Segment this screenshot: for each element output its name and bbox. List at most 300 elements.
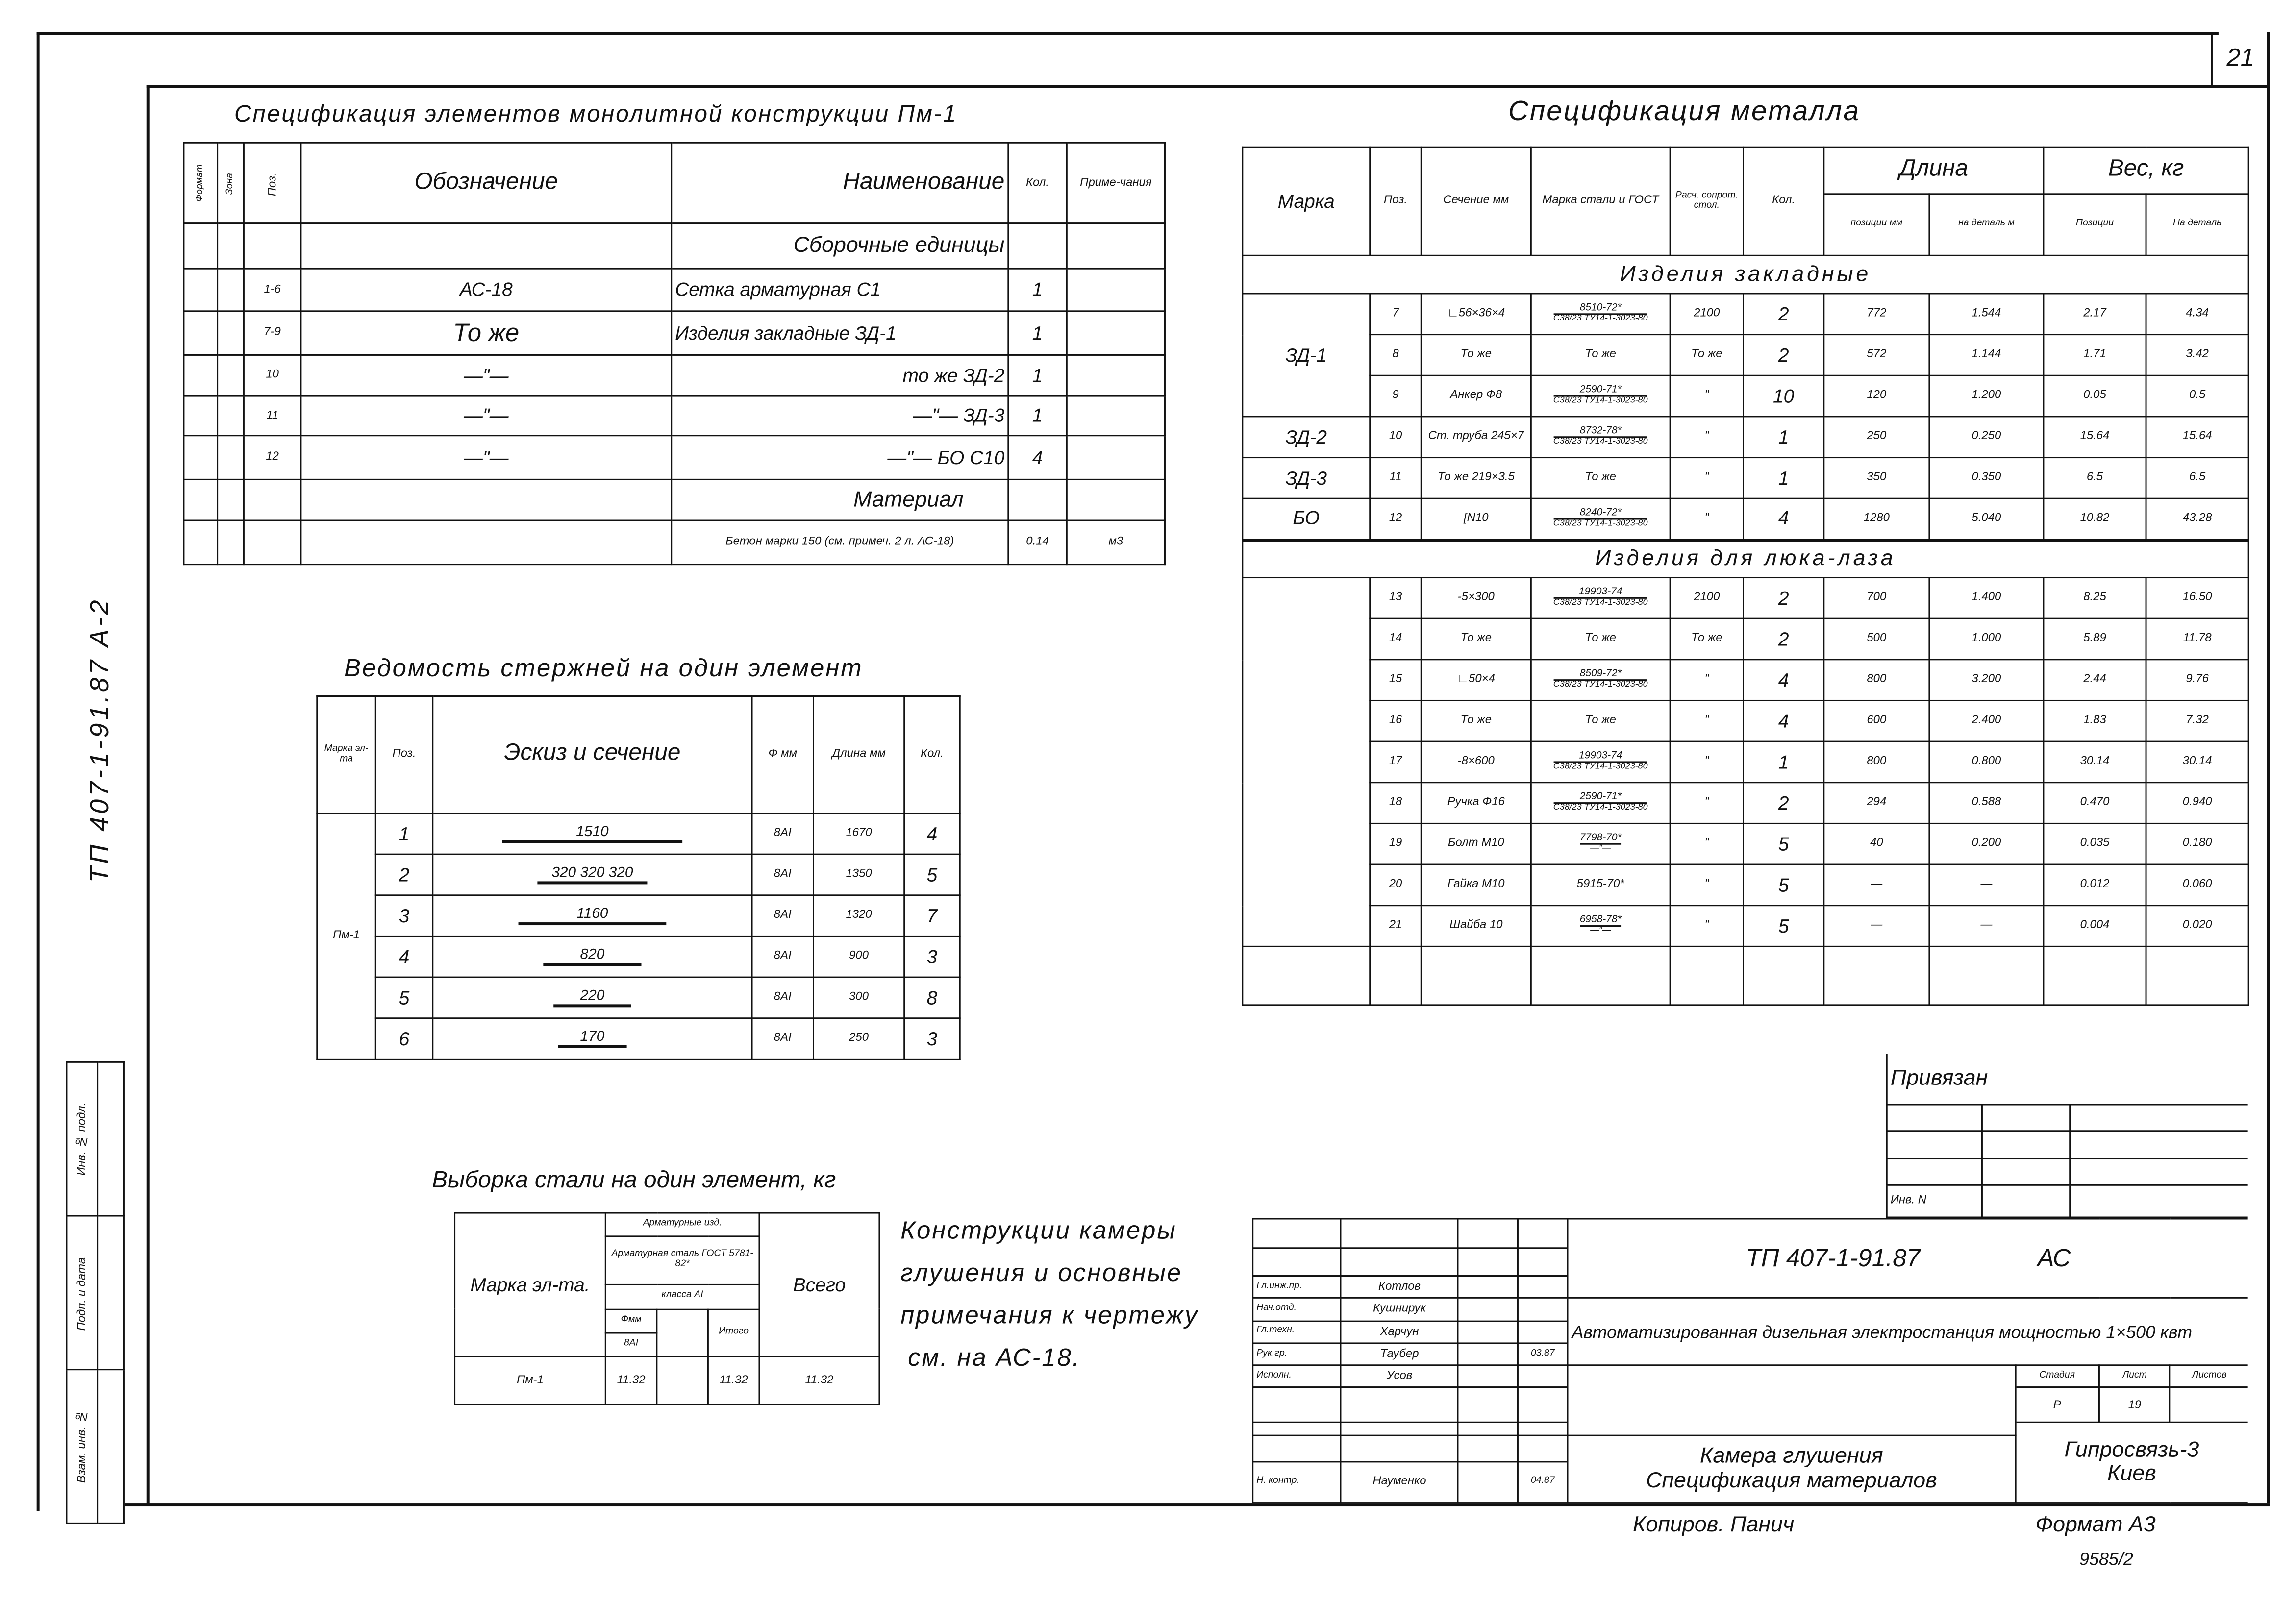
section: -5×300	[1421, 578, 1531, 619]
ld: 1.544	[1929, 294, 2044, 335]
calc: "	[1670, 458, 1743, 499]
ld: 1.200	[1929, 375, 2044, 417]
binding-inv: Инв. N	[1887, 1185, 1982, 1217]
table-row	[317, 936, 960, 977]
h-calc: Расч. сопрот. стол.	[1670, 147, 1743, 255]
h-w-pos: Позиции	[2044, 194, 2146, 255]
pos: 10	[1370, 417, 1422, 458]
cell: 5	[904, 854, 960, 895]
qty: 4	[1743, 660, 1823, 701]
qty: 5	[1743, 864, 1823, 906]
wd: 11.78	[2146, 618, 2248, 660]
page-number: 21	[2211, 32, 2269, 85]
cell: 7	[904, 895, 960, 937]
table-row	[1243, 618, 2248, 660]
wd: 3.42	[2146, 335, 2248, 376]
cell: 250	[814, 1018, 904, 1060]
calc: "	[1670, 741, 1743, 783]
gost: $\frac{8509-72*}{С38/23 ТУ14-1-3023-80}$	[1531, 660, 1670, 701]
section-assemblies: Сборочные единицы	[672, 223, 1008, 269]
person: Науменко	[1341, 1461, 1459, 1503]
person: Котлов	[1341, 1276, 1459, 1299]
calc: "	[1670, 417, 1743, 458]
ld: 1.400	[1929, 578, 2044, 619]
lp: 600	[1824, 700, 1929, 741]
selection-title: Выборка стали на один элемент, кг	[432, 1168, 836, 1193]
table-row	[1243, 578, 2248, 619]
rod-sketch: 1510	[433, 813, 752, 855]
lp: —	[1824, 864, 1929, 906]
cell: 11.32	[605, 1357, 657, 1405]
wd: 15.64	[2146, 417, 2248, 458]
calc: 2100	[1670, 578, 1743, 619]
section: ∟56×36×4	[1421, 294, 1531, 335]
cell: 1	[1008, 269, 1067, 311]
table-row	[1243, 375, 2248, 417]
section-hatch: Изделия для люка-лаза	[1243, 540, 2248, 578]
calc: То же	[1670, 335, 1743, 376]
h-len-pos: позиции мм	[1824, 194, 1929, 255]
cell: —"— БО С10	[672, 436, 1008, 480]
section: Болт М10	[1421, 823, 1531, 864]
rod-sketch: 220	[433, 977, 752, 1018]
table-row	[1243, 498, 2248, 540]
metal-title: Спецификация металла	[1508, 97, 1861, 127]
element-mark: Пм-1	[317, 813, 375, 1060]
cell: 8АI	[752, 854, 813, 895]
gost: $\frac{8510-72*}{С38/23 ТУ14-1-3023-80}$	[1531, 294, 1670, 335]
h-qty: Кол.	[1743, 147, 1823, 255]
gost: $\frac{2590-71*}{С38/23 ТУ14-1-3023-80}$	[1531, 375, 1670, 417]
h-sheet: Лист	[2099, 1365, 2170, 1388]
metal-table	[1242, 147, 2249, 1006]
calc: "	[1670, 906, 1743, 947]
h-notes: Приме-чания	[1067, 143, 1165, 223]
section-embedded: Изделия закладные	[1243, 255, 2248, 294]
pos: 19	[1370, 823, 1422, 864]
cell: 1670	[814, 813, 904, 855]
cell: 1	[1008, 311, 1067, 355]
qty: 1	[1743, 741, 1823, 783]
sheet-code: АС	[2037, 1244, 2071, 1272]
drawing-title: Камера глушения Спецификация материалов	[1568, 1436, 2015, 1503]
rods-title: Ведомость стержней на один элемент	[344, 654, 863, 683]
h-pos: Поз.	[375, 696, 433, 813]
h-dia-val: 8АI	[605, 1333, 657, 1357]
ld: —	[1929, 906, 2044, 947]
table-row	[317, 895, 960, 937]
qty: 4	[1743, 700, 1823, 741]
cell: 0.14	[1008, 520, 1067, 565]
gost: $\frac{8732-78*}{С38/23 ТУ14-1-3023-80}$	[1531, 417, 1670, 458]
calc: "	[1670, 375, 1743, 417]
binding-table	[1886, 1054, 2248, 1218]
gost: То же	[1531, 700, 1670, 741]
cell: 4	[1008, 436, 1067, 480]
section-material: Материал	[672, 479, 1008, 520]
calc: "	[1670, 498, 1743, 540]
section: [N10	[1421, 498, 1531, 540]
wp: 5.89	[2044, 618, 2146, 660]
cell: 1320	[814, 895, 904, 937]
stamp-sign: Подп. и дата	[67, 1216, 98, 1370]
copied-by: Копиров. Панич	[1632, 1512, 1795, 1537]
cell: 1-6	[244, 269, 301, 311]
h-dia: Ф мм	[752, 696, 813, 813]
h-group: Арматурные изд.	[605, 1213, 759, 1237]
cell: 2	[375, 854, 433, 895]
cell: 8АI	[752, 1018, 813, 1060]
ld: —	[1929, 864, 2044, 906]
wp: 0.470	[2044, 783, 2146, 824]
frame-inner-left	[147, 85, 149, 1505]
wd: 30.14	[2146, 741, 2248, 783]
qty: 5	[1743, 823, 1823, 864]
stamp-inv: Инв. № подл.	[67, 1062, 98, 1216]
table-row	[184, 520, 1165, 565]
cell: 4	[904, 813, 960, 855]
table-row	[317, 977, 960, 1018]
ld: 0.800	[1929, 741, 2044, 783]
role: Гл.инж.пр.	[1253, 1276, 1341, 1299]
pos: 16	[1370, 700, 1422, 741]
qty: 2	[1743, 783, 1823, 824]
lp: 1280	[1824, 498, 1929, 540]
sheet: 19	[2099, 1388, 2170, 1423]
h-sketch: Эскиз и сечение	[433, 696, 752, 813]
table-row	[1243, 660, 2248, 701]
person: Таубер	[1341, 1343, 1459, 1366]
lp: 700	[1824, 578, 1929, 619]
cell: 6	[375, 1018, 433, 1060]
org: Гипросвязь-3 Киев	[2015, 1423, 2248, 1503]
ld: 0.350	[1929, 458, 2044, 499]
table-row	[317, 813, 960, 855]
section: -8×600	[1421, 741, 1531, 783]
cell: 8	[904, 977, 960, 1018]
wp: 1.83	[2044, 700, 2146, 741]
h-stage: Стадия	[2015, 1365, 2099, 1388]
table-row	[184, 311, 1165, 355]
h-format: Формат	[184, 143, 218, 223]
wd: 43.28	[2146, 498, 2248, 540]
qty: 4	[1743, 498, 1823, 540]
table-row	[317, 1018, 960, 1060]
person: Усов	[1341, 1365, 1459, 1388]
cell: 3	[904, 1018, 960, 1060]
pos: 7	[1370, 294, 1422, 335]
h-pos: Поз.	[244, 143, 301, 223]
table-row	[455, 1357, 879, 1405]
qty: 10	[1743, 375, 1823, 417]
calc: "	[1670, 700, 1743, 741]
frame-inner-top	[147, 85, 2270, 87]
frame-left	[37, 32, 39, 1511]
lp: —	[1824, 906, 1929, 947]
table-row	[1243, 906, 2248, 947]
h-pos: Поз.	[1370, 147, 1422, 255]
table-row	[1243, 294, 2248, 335]
archive-number: 9585/2	[2079, 1549, 2133, 1570]
section: ∟50×4	[1421, 660, 1531, 701]
note-text: Конструкции камеры глушения и основные примечания к чертежу см. на АС-18.	[900, 1216, 1199, 1372]
rod-sketch: 320 320 320	[433, 854, 752, 895]
h-zone: Зона	[218, 143, 244, 223]
calc: "	[1670, 783, 1743, 824]
lp: 294	[1824, 783, 1929, 824]
wp: 10.82	[2044, 498, 2146, 540]
h-total: Всего	[759, 1213, 879, 1357]
qty: 2	[1743, 618, 1823, 660]
qty: 5	[1743, 906, 1823, 947]
cell: 8АI	[752, 813, 813, 855]
binding-title: Привязан	[1887, 1054, 2247, 1104]
h-designation: Обозначение	[301, 143, 672, 223]
calc: "	[1670, 660, 1743, 701]
wp: 30.14	[2044, 741, 2146, 783]
wp: 2.44	[2044, 660, 2146, 701]
table-row	[1243, 823, 2248, 864]
pos: 13	[1370, 578, 1422, 619]
ld: 3.200	[1929, 660, 2044, 701]
table-row	[1243, 417, 2248, 458]
h-qty: Кол.	[904, 696, 960, 813]
table-row	[1243, 783, 2248, 824]
cell: 5	[375, 977, 433, 1018]
pos: 12	[1370, 498, 1422, 540]
wd: 16.50	[2146, 578, 2248, 619]
cell: —"— ЗД-3	[672, 396, 1008, 436]
gost: $\frac{6958-78*}{—"—}$	[1531, 906, 1670, 947]
section: То же	[1421, 700, 1531, 741]
frame-bottom	[125, 1503, 2270, 1505]
lp: 800	[1824, 741, 1929, 783]
cell: 8АI	[752, 895, 813, 937]
cell: 11.32	[759, 1357, 879, 1405]
calc: "	[1670, 823, 1743, 864]
ld: 1.000	[1929, 618, 2044, 660]
lp: 40	[1824, 823, 1929, 864]
cell: 3	[904, 936, 960, 977]
wp: 0.05	[2044, 375, 2146, 417]
table-row	[184, 269, 1165, 311]
lp: 500	[1824, 618, 1929, 660]
pos: 21	[1370, 906, 1422, 947]
cell: 1	[1008, 355, 1067, 396]
wd: 0.940	[2146, 783, 2248, 824]
pos: 17	[1370, 741, 1422, 783]
h-length: Длина	[1824, 147, 2044, 194]
gost: То же	[1531, 458, 1670, 499]
wd: 4.34	[2146, 294, 2248, 335]
cell: 7-9	[244, 311, 301, 355]
ld: 0.250	[1929, 417, 2044, 458]
cell: Бетон марки 150 (см. примеч. 2 л. АС-18)	[672, 520, 1008, 565]
h-section: Сечение мм	[1421, 147, 1531, 255]
wp: 1.71	[2044, 335, 2146, 376]
mark: ЗД-2	[1243, 417, 1370, 458]
table-row	[1243, 458, 2248, 499]
pos: 14	[1370, 618, 1422, 660]
rod-sketch: 820	[433, 936, 752, 977]
table-row	[1243, 700, 2248, 741]
gost: $\frac{19903-74}{С38/23 ТУ14-1-3023-80}$	[1531, 741, 1670, 783]
qty: 2	[1743, 578, 1823, 619]
project-name: Автоматизированная дизельная электростанция мощностью 1×500 квт	[1568, 1299, 2248, 1366]
wp: 0.004	[2044, 906, 2146, 947]
gost: $\frac{2590-71*}{С38/23 ТУ14-1-3023-80}$	[1531, 783, 1670, 824]
gost: $\frac{8240-72*}{С38/23 ТУ14-1-3023-80}$	[1531, 498, 1670, 540]
person: Харчун	[1341, 1321, 1459, 1343]
rods-table	[316, 695, 960, 1060]
wd: 0.180	[2146, 823, 2248, 864]
cell: 300	[814, 977, 904, 1018]
wp: 2.17	[2044, 294, 2146, 335]
role: Исполн.	[1253, 1365, 1341, 1388]
h-name: Наименование	[672, 143, 1008, 223]
cell: 11	[244, 396, 301, 436]
wd: 0.020	[2146, 906, 2248, 947]
cell: Сетка арматурная С1	[672, 269, 1008, 311]
cell: —"—	[301, 355, 672, 396]
pos: 18	[1370, 783, 1422, 824]
pos: 20	[1370, 864, 1422, 906]
ld: 0.588	[1929, 783, 2044, 824]
role: Гл.техн.	[1253, 1321, 1341, 1343]
cell: 1	[375, 813, 433, 855]
h-sheets: Листов	[2170, 1365, 2248, 1388]
wd: 7.32	[2146, 700, 2248, 741]
section: Анкер Ф8	[1421, 375, 1531, 417]
spec-table	[183, 142, 1166, 565]
cell: 900	[814, 936, 904, 977]
role: Нач.отд.	[1253, 1299, 1341, 1321]
stamp-replace: Взам. инв. №	[67, 1370, 98, 1524]
cell: То же	[301, 311, 672, 355]
cell: Пм-1	[455, 1357, 606, 1405]
wd: 0.5	[2146, 375, 2248, 417]
lp: 572	[1824, 335, 1929, 376]
cell: 8АI	[752, 977, 813, 1018]
cell: 1	[1008, 396, 1067, 436]
h-weight: Вес, кг	[2044, 147, 2248, 194]
wp: 0.035	[2044, 823, 2146, 864]
qty: 1	[1743, 417, 1823, 458]
section: То же 219×3.5	[1421, 458, 1531, 499]
table-row	[1243, 864, 2248, 906]
cell: м3	[1067, 520, 1165, 565]
lp: 772	[1824, 294, 1929, 335]
section: То же	[1421, 335, 1531, 376]
h-steel: Марка стали и ГОСТ	[1531, 147, 1670, 255]
lp: 120	[1824, 375, 1929, 417]
cell: 8АI	[752, 936, 813, 977]
h-qty: Кол.	[1008, 143, 1067, 223]
gost: То же	[1531, 618, 1670, 660]
section: Ст. труба 245×7	[1421, 417, 1531, 458]
section: Гайка М10	[1421, 864, 1531, 906]
ld: 5.040	[1929, 498, 2044, 540]
frame-top	[37, 32, 2219, 34]
pos: 11	[1370, 458, 1422, 499]
section: Шайба 10	[1421, 906, 1531, 947]
table-row	[184, 396, 1165, 436]
approval-stamp	[66, 1061, 124, 1524]
qty: 1	[1743, 458, 1823, 499]
h-steel: Арматурная сталь ГОСТ 5781-82*	[605, 1237, 759, 1285]
stage: Р	[2015, 1388, 2099, 1423]
calc: 2100	[1670, 294, 1743, 335]
pos: 9	[1370, 375, 1422, 417]
spec-title: Спецификация элементов монолитной конструкции Пм-1	[234, 102, 958, 127]
cell: 3	[375, 895, 433, 937]
wp: 0.012	[2044, 864, 2146, 906]
pos: 15	[1370, 660, 1422, 701]
table-row	[1243, 335, 2248, 376]
ld: 0.200	[1929, 823, 2044, 864]
date: 03.87	[1518, 1343, 1568, 1366]
h-mark: Марка эл-та.	[455, 1213, 606, 1357]
h-subtotal: Итого	[708, 1309, 759, 1357]
h-length: Длина мм	[814, 696, 904, 813]
mark: ЗД-3	[1243, 458, 1370, 499]
role: Н. контр.	[1253, 1461, 1341, 1503]
h-class: класса АI	[605, 1285, 759, 1309]
cell: —"—	[301, 436, 672, 480]
lp: 800	[1824, 660, 1929, 701]
h-len-det: на деталь м	[1929, 194, 2044, 255]
section: То же	[1421, 618, 1531, 660]
ld: 2.400	[1929, 700, 2044, 741]
lp: 350	[1824, 458, 1929, 499]
cell: АС-18	[301, 269, 672, 311]
gost: 5915-70*	[1531, 864, 1670, 906]
doc-code: ТП 407-1-91.87	[1746, 1244, 1921, 1272]
selection-table	[454, 1212, 880, 1405]
cell: 12	[244, 436, 301, 480]
h-mark: Марка	[1243, 147, 1370, 255]
cell: Изделия закладные ЗД-1	[672, 311, 1008, 355]
person: Кушнирук	[1341, 1299, 1459, 1321]
table-row	[1243, 741, 2248, 783]
cell: 10	[244, 355, 301, 396]
h-dia: Фмм	[605, 1309, 657, 1333]
table-row	[317, 854, 960, 895]
format: Формат А3	[2035, 1512, 2156, 1537]
wd: 0.060	[2146, 864, 2248, 906]
rod-sketch: 170	[433, 1018, 752, 1060]
calc: То же	[1670, 618, 1743, 660]
mark: ЗД-1	[1243, 294, 1370, 417]
section: Ручка Ф16	[1421, 783, 1531, 824]
lp: 250	[1824, 417, 1929, 458]
ld: 1.144	[1929, 335, 2044, 376]
side-code: ТП 407-1-91.87 А-2	[85, 596, 115, 883]
cell: —"—	[301, 396, 672, 436]
role: Рук.гр.	[1253, 1343, 1341, 1366]
h-element: Марка эл-та	[317, 696, 375, 813]
gost: $\frac{7798-70*}{—"—}$	[1531, 823, 1670, 864]
gost: То же	[1531, 335, 1670, 376]
table-row	[184, 436, 1165, 480]
wp: 15.64	[2044, 417, 2146, 458]
wd: 9.76	[2146, 660, 2248, 701]
qty: 2	[1743, 294, 1823, 335]
cell: то же ЗД-2	[672, 355, 1008, 396]
rod-sketch: 1160	[433, 895, 752, 937]
doc-code-row	[1568, 1219, 2248, 1299]
cell: 1350	[814, 854, 904, 895]
